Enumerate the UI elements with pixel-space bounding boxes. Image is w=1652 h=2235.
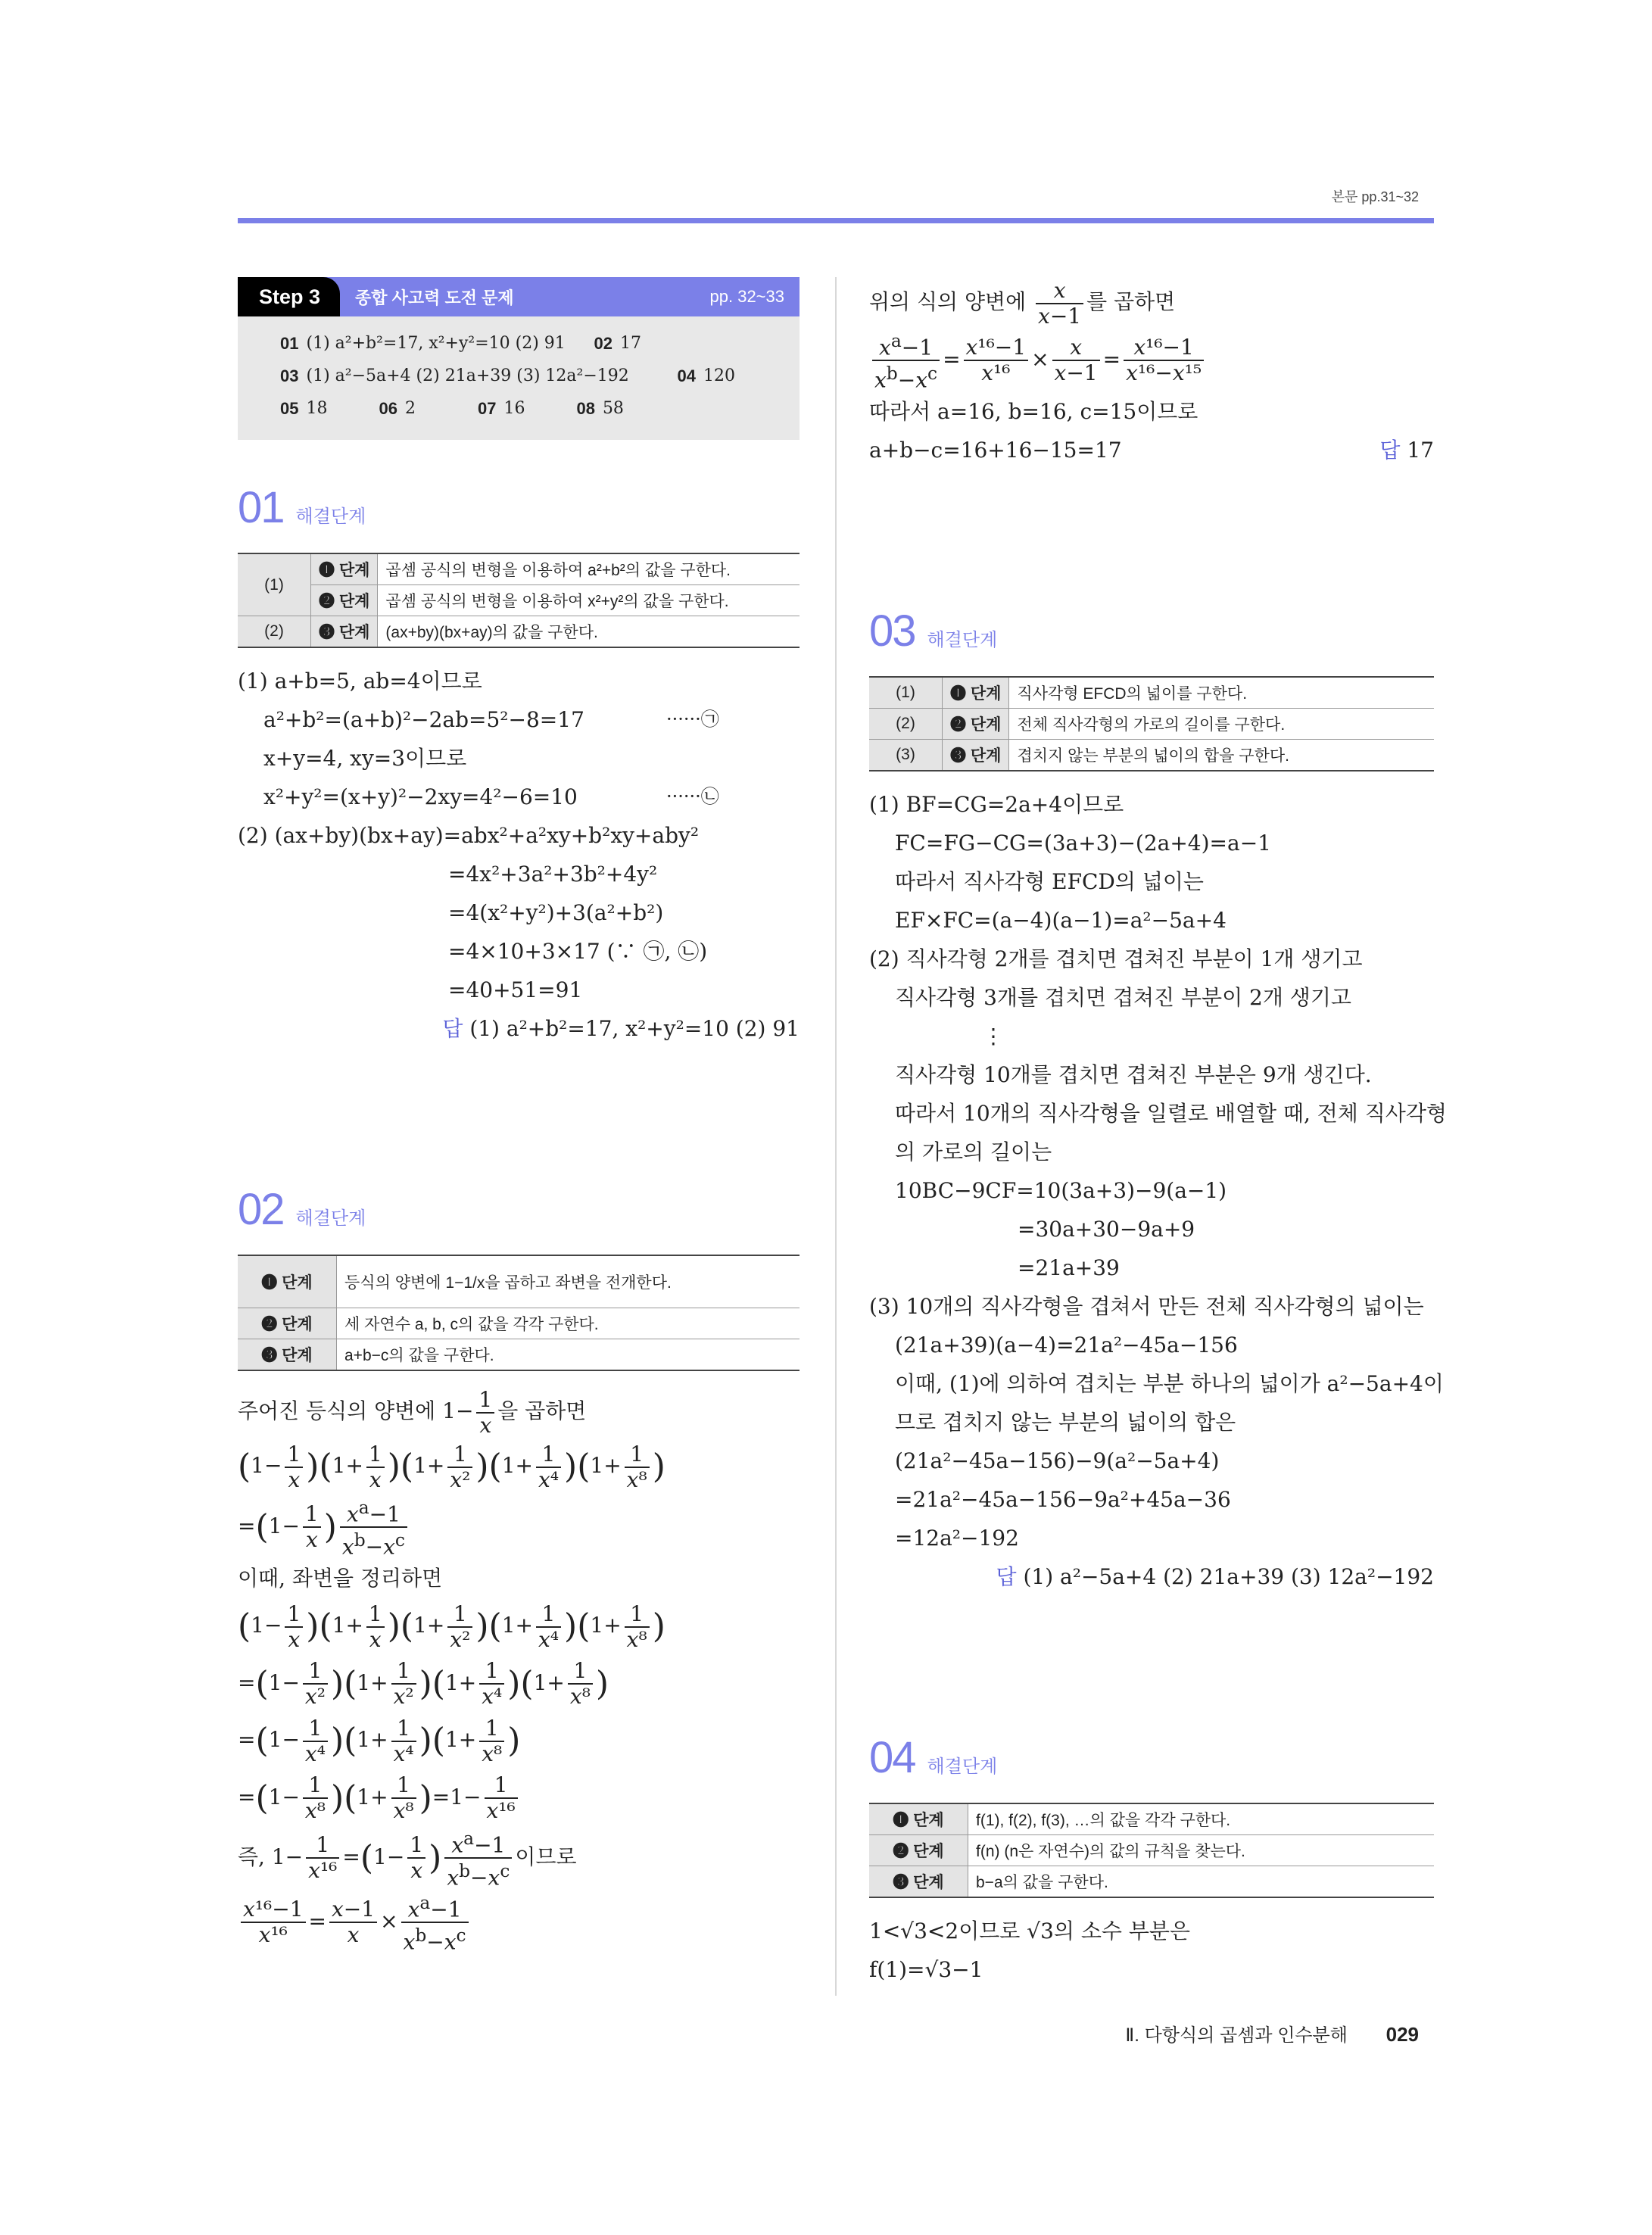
step3-title: 종합 사고력 도전 문제 <box>355 288 514 307</box>
fraction: $\frac{1}{x}$ <box>476 1388 494 1438</box>
math-expression: =(1− $\frac{1}{\text{x⁸}}$ )(1+ $\frac{1}{\text{x⁸}}$ )=1− $\frac{1}{\text{x¹⁶}}$ <box>238 1769 800 1827</box>
step-label: ❷ 단계 <box>869 1835 968 1866</box>
solution-line: =40+51=91 <box>448 977 583 1002</box>
page-footer <box>1125 2020 1419 2046</box>
page-reference: 본문 pp.31~32 <box>1331 189 1419 204</box>
solution-line: f(1)=√3−1 <box>869 1957 983 1983</box>
solution-line: (21a+39)(a−4)=21a²−45a−156 <box>895 1333 1238 1358</box>
answer-text: (1) a²+b²=17, x²+y²=10 (2) 91 <box>306 334 566 353</box>
step-label: ❷ 단계 <box>238 1308 337 1339</box>
chapter-title: Ⅱ. 다항식의 곱셈과 인수분해 <box>1125 2025 1348 2046</box>
math-expression: =(1− $\frac{1}{x}$ ) $\frac{x^a-1}{x^b-x^c}$ <box>238 1495 800 1560</box>
step-label: ❶ 단계 <box>238 1255 337 1308</box>
page-number: 029 <box>1385 2023 1419 2046</box>
step-part: (3) <box>869 740 943 771</box>
step-desc: 등식의 양변에 1−1/x을 곱하고 좌변을 전개한다. <box>337 1255 800 1308</box>
section-number: 04 <box>869 1733 915 1783</box>
step-part: (2) <box>238 616 311 648</box>
solution-line: 직사각형 3개를 겹치면 겹쳐진 부분이 2개 생기고 <box>895 985 1351 1011</box>
answer-text: 18 <box>306 399 328 418</box>
solution-line: (1) BF=CG=2a+4이므로 <box>869 792 1124 818</box>
solution-line: (2) 직사각형 2개를 겹치면 겹쳐진 부분이 1개 생기고 <box>869 946 1363 972</box>
imeuro-text: 이므로 <box>515 1844 577 1869</box>
math-expression: (1− $\frac{1}{x}$ )(1+ $\frac{1}{x}$ )(1+ $\frac{1}{\text{x²}}$ )(1+ $\frac{1}{\text{x⁴}}$ )(1+ $\frac{1}{\text{x⁸}}$ ) <box>238 1601 665 1652</box>
solution-line <box>238 700 800 739</box>
section-label: 해결단계 <box>927 630 998 651</box>
answer-no: 05 <box>280 399 299 418</box>
solution-line: (2) (ax+by)(bx+ay)=abx²+a²xy+b²xy+aby² <box>238 823 700 848</box>
section-03 <box>869 606 1447 1596</box>
solution-line <box>238 778 800 816</box>
solution-line: 1<√3<2이므로 √3의 소수 부분은 <box>869 1919 1190 1944</box>
step3-answer-box <box>238 277 800 440</box>
equation-ref: ······㉡ <box>666 786 719 807</box>
answer-label: 답 <box>1379 438 1401 463</box>
answer-value: (1) a²+b²=17, x²+y²=10 (2) 91 <box>469 1016 800 1041</box>
step3-header <box>238 277 800 316</box>
answer-no: 01 <box>280 334 299 353</box>
step-desc: 겹치지 않는 부분의 넓이의 합을 구한다. <box>1009 740 1434 771</box>
step-label: ❸ 단계 <box>238 1339 337 1371</box>
right-column <box>869 277 1447 1989</box>
equation: a²+b²=(a+b)²−2ab=5²−8=17 <box>263 707 584 732</box>
step-part: (1) <box>869 677 943 709</box>
solution-line: 주어진 등식의 양변에 1− $\frac{1}{x}$ 을 곱하면 <box>238 1386 587 1438</box>
step-desc: 곱셈 공식의 변형을 이용하여 x²+y²의 값을 구한다. <box>378 585 800 616</box>
step-label: ❸ 단계 <box>869 1866 968 1898</box>
solution-line: 이때, 좌변을 정리하면 <box>238 1566 443 1591</box>
solution-line: =4x²+3a²+3b²+4y² <box>448 862 658 887</box>
solution-line: x+y=4, xy=3이므로 <box>263 746 467 771</box>
solution-line: 따라서 직사각형 EFCD의 넓이는 <box>895 869 1204 895</box>
step-desc: b−a의 값을 구한다. <box>968 1866 1435 1898</box>
answer-no: 08 <box>576 399 595 418</box>
answer-text: 120 <box>703 366 735 385</box>
solution-line: 므로 겹치지 않는 부분의 넓이의 합은 <box>895 1410 1236 1435</box>
solution-line: EF×FC=(a−4)(a−1)=a²−5a+4 <box>895 908 1227 934</box>
answer-text: (1) a²−5a+4 (2) 21a+39 (3) 12a²−192 <box>306 366 629 385</box>
answer-text: 58 <box>602 399 624 418</box>
solution-line: 직사각형 10개를 겹치면 겹쳐진 부분은 9개 생긴다. <box>895 1062 1372 1088</box>
answer-no: 06 <box>379 399 397 418</box>
solution-line: =21a+39 <box>1018 1255 1120 1281</box>
section-number: 01 <box>238 483 284 532</box>
equation-ref: ······㉠ <box>666 709 719 730</box>
step-label: ❶ 단계 <box>311 553 378 585</box>
step3-pages: pp. 32~33 <box>709 287 784 306</box>
column-divider <box>835 277 837 1996</box>
solution-line: 위의 식의 양변에 $\frac{x}{x-1}$ 를 곱하면 <box>869 277 1176 329</box>
solution-line <box>869 431 1434 469</box>
step-desc: 전체 직사각형의 가로의 길이를 구한다. <box>1009 709 1434 740</box>
math-expression: 즉, 1− $\frac{1}{\text{x¹⁶}}$ =(1− $\frac{1}{x}$ ) $\frac{x^a-1}{x^b-x^c}$ 이므로 <box>238 1828 577 1891</box>
solution-steps-table <box>238 553 800 648</box>
vertical-ellipsis: ⋮ <box>983 1024 1004 1049</box>
answer-line <box>1379 431 1434 469</box>
solution-line: =4×10+3×17 (∵ ㉠, ㉡) <box>448 939 708 964</box>
top-rule <box>238 218 1434 223</box>
answer-text: 17 <box>619 334 641 353</box>
solution-line: FC=FG−CG=(3a+3)−(2a+4)=a−1 <box>895 831 1271 856</box>
step-desc: f(n) (n은 자연수)의 값의 규칙을 찾는다. <box>968 1835 1435 1866</box>
step-label: ❶ 단계 <box>869 1803 968 1835</box>
solution-line: =21a²−45a−156−9a²+45a−36 <box>895 1487 1231 1513</box>
intro-text: 위의 식의 양변에 <box>869 289 1027 314</box>
answer-line <box>869 1557 1434 1596</box>
answer-no: 03 <box>280 366 299 385</box>
solution-line: 이때, (1)에 의하여 겹치는 부분 하나의 넓이가 a²−5a+4이 <box>895 1371 1444 1397</box>
step-desc: a+b−c의 값을 구한다. <box>337 1339 800 1371</box>
step3-tag: Step 3 <box>238 277 340 316</box>
section-number: 03 <box>869 606 915 656</box>
section-02-continued <box>869 277 1434 469</box>
solution-line: =4(x²+y²)+3(a²+b²) <box>448 900 664 925</box>
solution-line: =30a+30−9a+9 <box>1018 1217 1195 1242</box>
math-expression: =(1− $\frac{1}{\text{x⁴}}$ )(1+ $\frac{1}{\text{x⁴}}$ )(1+ $\frac{1}{\text{x⁸}}$ ) <box>238 1715 521 1766</box>
step-label: ❸ 단계 <box>943 740 1009 771</box>
section-04 <box>869 1732 1434 1989</box>
answer-line <box>238 1009 800 1048</box>
intro-tail: 을 곱하면 <box>497 1398 587 1423</box>
step-part: (2) <box>869 709 943 740</box>
section-01 <box>238 482 800 1048</box>
step-desc: (ax+by)(bx+ay)의 값을 구한다. <box>378 616 800 648</box>
answer-text: 16 <box>503 399 525 418</box>
jeuk-text: 즉, <box>238 1844 265 1869</box>
math-expression: $\frac{\text{x¹⁶−1}}{\text{x¹⁶}}$ = $\frac{x-1}{x}$ × $\frac{x^a-1}{x^b-x^c}$ <box>238 1891 800 1955</box>
answer-text: 2 <box>404 399 416 418</box>
answer-no: 07 <box>477 399 497 418</box>
answer-value: 17 <box>1407 438 1434 463</box>
intro-text: 주어진 등식의 양변에 <box>238 1398 436 1423</box>
solution-line: (21a²−45a−156)−9(a²−5a+4) <box>895 1448 1220 1474</box>
step-desc: 세 자연수 a, b, c의 값을 각각 구한다. <box>337 1308 800 1339</box>
solution-line: =12a²−192 <box>895 1526 1019 1551</box>
step-label: ❸ 단계 <box>311 616 378 648</box>
solution-line: 10BC−9CF=10(3a+3)−9(a−1) <box>895 1178 1227 1204</box>
step-desc: 직사각형 EFCD의 넓이를 구한다. <box>1009 677 1434 709</box>
equation: a+b−c=16+16−15=17 <box>869 438 1122 463</box>
step-desc: 곱셈 공식의 변형을 이용하여 a²+b²의 값을 구한다. <box>378 553 800 585</box>
step-part: (1) <box>238 553 311 616</box>
answer-label: 답 <box>996 1565 1017 1589</box>
solution-steps-table <box>238 1255 800 1371</box>
section-label: 해결단계 <box>295 1208 366 1229</box>
step-label: ❷ 단계 <box>311 585 378 616</box>
math-expression: =(1− $\frac{1}{\text{x²}}$ )(1+ $\frac{1}{\text{x²}}$ )(1+ $\frac{1}{\text{x⁴}}$ )(1+ $\frac{1}{\text{x⁸}}$ ) <box>238 1658 609 1710</box>
step-label: ❶ 단계 <box>943 677 1009 709</box>
intro-tail: 를 곱하면 <box>1086 289 1176 314</box>
solution-line: (3) 10개의 직사각형을 겹쳐서 만든 전체 직사각형의 넓이는 <box>869 1294 1424 1320</box>
section-number: 02 <box>238 1185 284 1234</box>
answer-no: 02 <box>594 334 612 353</box>
solution-line: 의 가로의 길이는 <box>895 1139 1052 1165</box>
answer-label: 답 <box>442 1017 463 1040</box>
solution-line: (1) a+b=5, ab=4이므로 <box>238 669 482 694</box>
math-expression: (1− $\frac{1}{x}$ )(1+ $\frac{1}{x}$ )(1+ $\frac{1}{\text{x²}}$ )(1+ $\frac{1}{\text{x⁴}}$ )(1+ $\frac{1}{\text{x⁸}}$ ) <box>238 1441 665 1492</box>
solution-steps-table <box>869 1803 1434 1898</box>
answer-value: (1) a²−5a+4 (2) 21a+39 (3) 12a²−192 <box>1023 1564 1434 1590</box>
section-02 <box>238 1184 800 1954</box>
answer-no: 04 <box>677 366 696 385</box>
step-desc: f(1), f(2), f(3), …의 값을 각각 구한다. <box>968 1803 1435 1835</box>
section-label: 해결단계 <box>927 1757 998 1778</box>
math-expression: $\frac{x^a-1}{x^b-x^c}$ = $\frac{\text{x¹⁶−1}}{\text{x¹⁶}}$ × $\frac{x}{x-1}$ = $\frac{\text{x¹⁶−1}}{\text{x¹⁶−x¹⁵}}$ <box>869 329 1434 393</box>
step3-answers <box>238 316 800 440</box>
solution-line: 따라서 a=16, b=16, c=15이므로 <box>869 399 1198 425</box>
step-label: ❷ 단계 <box>943 709 1009 740</box>
solution-steps-table <box>869 676 1434 771</box>
left-column <box>238 277 800 1954</box>
section-label: 해결단계 <box>295 507 366 527</box>
equation: x²+y²=(x+y)²−2xy=4²−6=10 <box>263 784 578 809</box>
solution-line: 따라서 10개의 직사각형을 일렬로 배열할 때, 전체 직사각형 <box>895 1101 1447 1127</box>
